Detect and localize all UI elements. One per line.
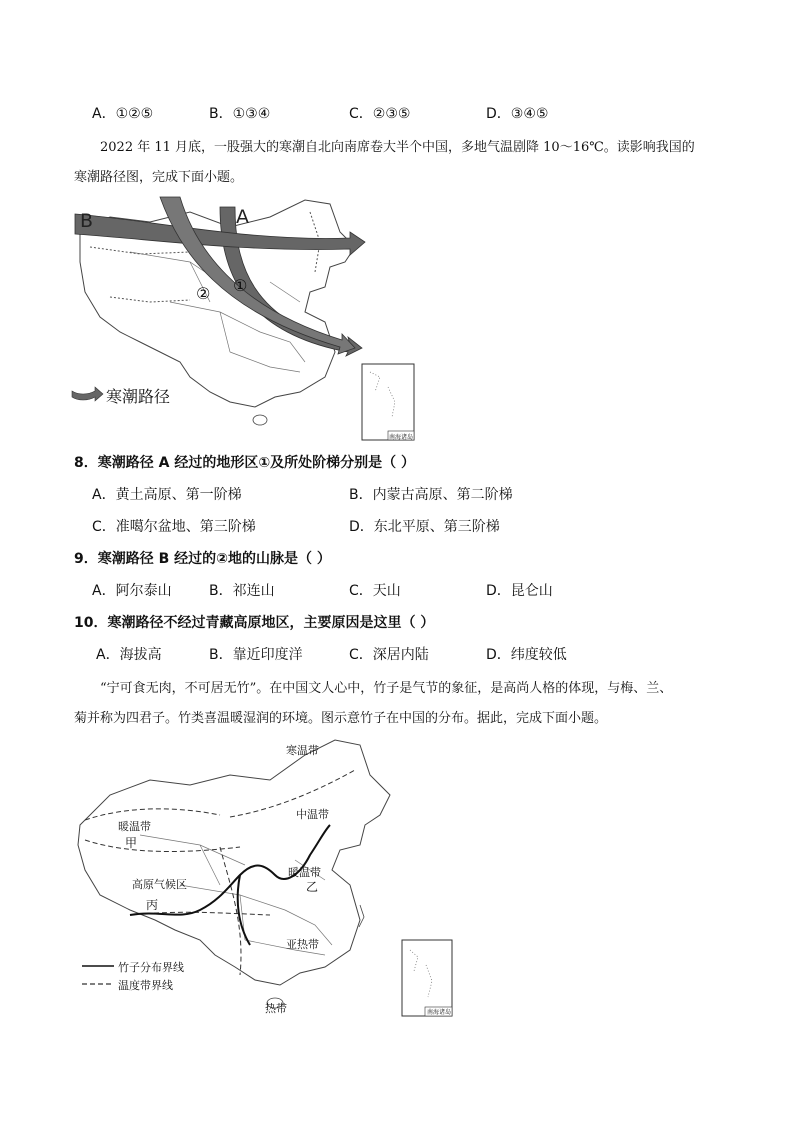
map2-yi: 乙 [306,880,319,894]
q8-option-c[interactable]: C．准噶尔盆地、第三阶梯 [92,519,256,535]
map1-legend-label: 寒潮路径 [106,387,171,406]
q8-option-a[interactable]: A．黄土高原、第一阶梯 [92,487,242,503]
map1-label-2: ② [196,284,211,303]
q10-option-b[interactable]: B．靠近印度洋 [209,647,303,663]
map1-inset-label: 南海诸岛 [389,434,414,441]
taiwan-island [359,905,364,927]
map2-plateau: 高原气候区 [132,878,187,891]
legend-arrow-icon [72,387,103,401]
q7-option-c[interactable]: C．②③⑤ [349,106,411,122]
q10-stem: 10．寒潮路径不经过青藏高原地区，主要原因是这里（ ） [74,615,435,631]
map2-warm-temperate-e: 暖温带 [288,866,321,879]
q10-option-c[interactable]: C．深居内陆 [349,647,429,663]
q9-option-c[interactable]: C．天山 [349,583,401,599]
map2-bing: 丙 [146,898,159,912]
passage1-line2: 寒潮路径图，完成下面小题。 [74,170,244,185]
q9-option-a[interactable]: A．阿尔泰山 [92,583,172,599]
map2-inset-label: 南海诸岛 [427,1009,452,1016]
map2-tropical: 热带 [265,1002,287,1015]
map1-label-a: A [236,206,249,228]
map2-legend-temp: 温度带界线 [118,979,173,992]
map1-label-b: B [80,210,94,232]
map2-jia: 甲 [125,836,138,850]
map2-cold-temperate: 寒温带 [286,744,319,757]
hainan-island [253,415,267,425]
map2-warm-temperate-w: 暖温带 [118,820,151,833]
inset-box-1 [362,364,414,440]
q9-option-b[interactable]: B．祁连山 [209,583,275,599]
passage1-line1: 2022 年 11 月底，一股强大的寒潮自北向南席卷大半个中国，多地气温剧降 10～16℃。读影响我国的 [100,140,695,155]
q7-option-d[interactable]: D．③④⑤ [486,106,549,122]
map2-legend-bamboo: 竹子分布界线 [118,961,184,974]
q10-option-a[interactable]: A．海拔高 [96,647,162,663]
q10-option-d[interactable]: D．纬度较低 [486,647,567,663]
q7-option-a[interactable]: A．①②⑤ [92,106,154,122]
q7-option-b[interactable]: B．①③④ [209,106,271,122]
q9-option-d[interactable]: D．昆仑山 [486,583,553,599]
passage2-line2: 菊并称为四君子。竹类喜温暖湿润的环境。图示意竹子在中国的分布。据此，完成下面小题。 [74,711,608,726]
q9-stem: 9．寒潮路径 B 经过的②地的山脉是（ ） [74,551,331,567]
q8-option-b[interactable]: B．内蒙古高原、第二阶梯 [349,487,513,503]
q8-stem: 8．寒潮路径 A 经过的地形区①及所处阶梯分别是（ ） [74,455,416,471]
inset-box-2 [402,940,452,1016]
map1-label-1: ① [233,276,248,295]
map2-subtropical: 亚热带 [286,938,319,951]
q8-option-d[interactable]: D．东北平原、第三阶梯 [349,519,500,535]
passage2-line1: “宁可食无肉，不可居无竹”。在中国文人心中，竹子是气节的象征，是高尚人格的体现，与梅、兰、 [100,681,673,696]
map2-mid-temperate: 中温带 [296,808,329,821]
